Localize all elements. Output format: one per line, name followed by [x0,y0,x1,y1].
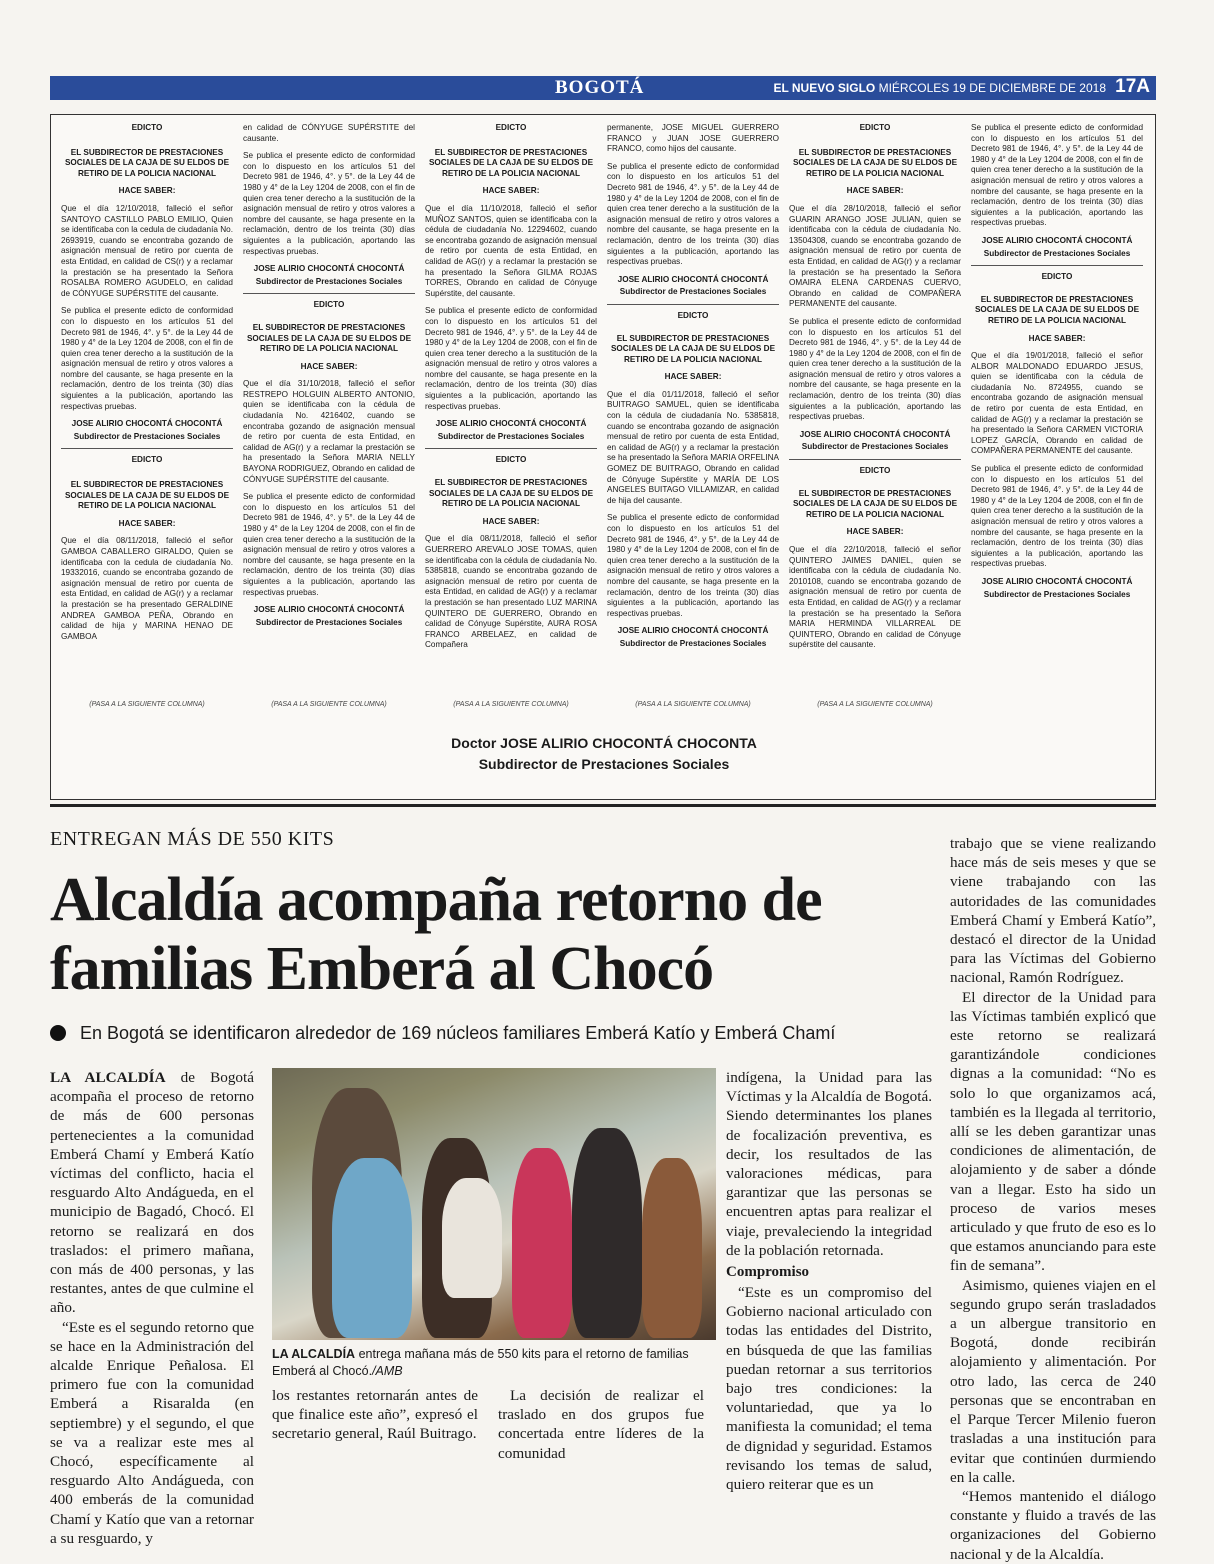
article-paragraph: “Hemos mantenido el diálogo constante y fluido a través de las organizaciones del Gobierno nacional y de la Alcaldía. [950,1487,1156,1563]
edict-hace-saber: HACE SABER: [300,361,358,371]
edict-hace-saber: HACE SABER: [482,516,540,526]
article-paragraph: “Este es el segundo retorno que se hace en la Administración del alcalde Enrique Peñalosa. El primero fue con la comunidad Emberá a Risaralda (en septiembre) y el segundo, el que se va a realizar este mes al Chocó, específicamente al resguardo Alto Andágueda, con 400 emberás de la comunidad Chamí y Katío que van a retornar a su resguardo, y [50,1318,254,1547]
edicts-box [50,114,1156,800]
edict-office: EL SUBDIRECTOR DE PRESTACIONES SOCIALES DE LA CAJA DE SU ELDOS DE RETIRO DE LA POLICIA NACIONAL [974,294,1140,325]
article-kicker: ENTREGAN MÁS DE 550 KITS [50,828,335,850]
edict-signature-role: Subdirector de Prestaciones Sociales [73,431,221,441]
edict-title: EDICTO [131,123,163,132]
article-subheadline: En Bogotá se identificaron alrededor de 169 núcleos familiares Emberá Katío y Emberá Chamí [50,1023,930,1044]
bullet-icon [50,1025,66,1041]
edict-publication-text: Se publica el presente edicto de conformidad con lo dispuesto en los artículos 51 del Decreto 981 de 1946, 4°. y 5°. de la Ley 44 de 1980 y 4° de la Ley 1204 de 2008, con el fin de quien crea tener derecho a la sustitución de la asignación mensual de retiro y otros valores a nombre del causante, se haga presente en la reclamación, dentro de los treinta (30) días siguientes a la publicación, aportando las respectivas pruebas. [789,316,961,422]
edict-publication-text: Se publica el presente edicto de conformidad con lo dispuesto en los artículos 51 del Decreto 981 de 1946, 4°. y 5°. de la Ley 44 de 1980 y 4° de la Ley 1204 de 2008, con el fin de quien crea tener derecho a la sustitución de la asignación mensual de retiro y otros valores a nombre del causante, se haga presente en la reclamación, dentro de los treinta (30) días siguientes a la publicación, aportando las respectivas pruebas. [971,123,1143,228]
edict-signature-role: Subdirector de Prestaciones Sociales [801,442,949,452]
article-photo [272,1068,716,1340]
final-signature-role: Subdirector de Prestaciones Sociales [478,756,730,772]
divider [425,448,597,449]
edict-signature-name: JOSE ALIRIO CHOCONTÁ CHOCONTÁ [981,576,1133,586]
edict-publication-text: Se publica el presente edicto de conformidad con lo dispuesto en los artículos 51 del Decreto 981 de 1946, 4°. y 5°. de la Ley 44 de 1980 y 4° de la Ley 1204 de 2008, con el fin de quien crea tener derecho a la sustitución de la asignación mensual de retiro y otros valores a nombre del causante, se haga presente en la reclamación, dentro de los treinta (30) días siguientes a la publicación, aportando las respectivas pruebas. [971,464,1143,569]
edict-body: Que el día 28/10/2018, falleció el señor GUARIN ARANGO JOSE JULIAN, quien se identificaba con la cédula de ciudadanía No. 13504308, cuando se encontraba gozando de asignación mensual de retiro por cuenta de esta Entidad, en calidad de AG(r) y a reclamar la prestación se ha presentado la Señora OMAIRA ELENA CARDENAS CUERVO, Obrando en calidad de COMPAÑERA PERMANENTE del causante. [789,203,961,309]
edict-signature-role: Subdirector de Prestaciones Sociales [255,617,403,627]
divider [971,265,1143,266]
article-paragraph: LA ALCALDÍA de Bogotá acompaña el proceso de retorno de más de 600 personas pertenecientes a la comunidad Emberá Chamí y Emberá Katío víctimas del conflicto, hacia el resguardo Alto Andágueda, en el municipio de Bagadó, Chocó. El retorno se realizará en dos traslados: el primero mañana, con más de 400 personas, y las restantes, antes de que culmine el año. [50,1069,254,1317]
edict-body: Que el día 19/01/2018, falleció el señor ALBOR MALDONADO EDUARDO JESUS, quien se identificaba con la cédula de ciudadanía No. 8724955, cuando se encontraba gozando de asignación mensual de retiro por cuenta de esta Entidad, en calidad de AG(r) y a reclamar la prestación se ha presentado la Señora CARMEN VICTORIA LOPEZ GARCÍA, Obrando en calidad de COMPAÑERA PERMANENTE del causante. [971,351,1143,456]
edict-title: EDICTO [859,466,891,476]
divider [61,448,233,449]
edict-column-4 [607,123,779,650]
article-paragraph: La decisión de realizar el traslado en dos grupos fue concertada entre líderes de la comunidad [498,1387,704,1462]
edict-hace-saber: HACE SABER: [664,372,722,382]
page-number: 17A [1115,76,1150,97]
edict-column-2 [243,123,415,628]
edict-signature-name: JOSE ALIRIO CHOCONTÁ CHOCONTÁ [617,626,769,636]
article-column-4 [726,1068,932,1494]
edict-publication-text: Se publica el presente edicto de conformidad con lo dispuesto en los artículos 51 del Decreto 981 de 1946, 4°. y 5°. de la Ley 44 de 1980 y 4° de la Ley 1204 de 2008, con el fin de quien crea tener derecho a la sustitución de la asignación mensual de retiro y otros valores a nombre del causante, se haga presente en la reclamación, dentro de los treinta (30) días siguientes a la publicación, aportando las respectivas pruebas. [61,306,233,411]
edict-hace-saber: HACE SABER: [1028,333,1086,343]
edict-title: EDICTO [1041,272,1073,282]
divider [607,304,779,305]
edict-body: Que el día 01/11/2018, falleció el señor BUITRAGO SAMUEL, quien se identificaba con la cédula de ciudadanía No. 5385818, cuando se encontraba gozando de asignación mensual de retiro por cuenta de esta Entidad, en calidad de AG(r) y a reclamar la prestación se ha presentado la Señora MARIA ORFELINA GOMEZ DE BUITRAGO, Obrando en calidad de Cónyuge Supérstite y MARÍA DE LOS ANGELES BUITAGO VILLAMIZAR, en calidad de hija del causante. [607,389,779,505]
edict-publication-text: Se publica el presente edicto de conformidad con lo dispuesto en los artículos 51 del Decreto 981 de 1946, 4°. y 5°. de la Ley 44 de 1980 y 4° de la Ley 1204 de 2008, con el fin de quien crea tener derecho a la sustitución de la asignación mensual de retiro y otros valores a nombre del causante, se haga presente en la reclamación, dentro de los treinta (30) días siguientes a la publicación, aportando las respectivas pruebas. [425,306,597,411]
article-column-5 [950,834,1156,1564]
edict-title: EDICTO [131,455,163,465]
final-signature-name: Doctor JOSE ALIRIO CHOCONTÁ CHOCONTA [451,735,757,751]
edict-office: EL SUBDIRECTOR DE PRESTACIONES SOCIALES DE LA CAJA DE SU ELDOS DE RETIRO DE LA POLICIA NACIONAL [792,488,958,519]
edict-publication-text: Se publica el presente edicto de conformidad con lo dispuesto en los artículos 51 del Decreto 981 de 1946, 4°. y 5°. de la Ley 44 de 1980 y 4° de la Ley 1204 de 2008, con el fin de quien crea tener derecho a la sustitución de la asignación mensual de retiro y otros valores a nombre del causante, se haga presente en la reclamación, dentro de los treinta (30) días siguientes a la publicación, aportando las respectivas pruebas. [243,492,415,597]
edict-body: Que el día 12/10/2018, falleció el señor SANTOYO CASTILLO PABLO EMILIO, Quien se identificaba con la cedula de ciudadanía No. 2693919, cuando se encontraba gozando de asignación mensual de retiro por cuenta de esta Entidad, en calidad de CS(r) y a reclamar la prestación se ha presentado la Señora ROSALBA ROMERO AGUDELO, en calidad de CÓNYUGE SUPÉRSTITE del causante. [61,203,233,298]
article-paragraph: El director de la Unidad para las Víctimas también explicó que este retorno se realizará garantizándole condiciones dignas a la comunidad: “No es solo lo que organizamos acá, también es la llegada al territorio, allí se les deben garantizar unas condiciones de alimentación, de alojamiento y de saber a dónde van a llegar. Esto ha sido un proceso de varios meses articulado y que fruto de eso es lo que estamos anunciando para este fin de semana”. [950,988,1156,1275]
continued-note: (PASA A LA SIGUIENTE COLUMNA) [271,701,387,708]
edict-office: EL SUBDIRECTOR DE PRESTACIONES SOCIALES DE LA CAJA DE SU ELDOS DE RETIRO DE LA POLICIA NACIONAL [792,147,958,178]
edict-signature-role: Subdirector de Prestaciones Sociales [983,589,1131,599]
edict-office: EL SUBDIRECTOR DE PRESTACIONES SOCIALES DE LA CAJA DE SU ELDOS DE RETIRO DE LA POLICIA NACIONAL [428,478,594,509]
continued-note: (PASA A LA SIGUIENTE COLUMNA) [453,701,569,708]
divider [789,459,961,460]
edict-column-5 [789,123,961,658]
edict-publication-text: Se publica el presente edicto de conformidad con lo dispuesto en los artículos 51 del Decreto 981 de 1946, 4°. y 5°. de la Ley 44 de 1980 y 4° de la Ley 1204 de 2008, con el fin de quien crea tener derecho a la sustitución de la asignación mensual de retiro y otros valores a nombre del causante, se haga presente en la reclamación, dentro de los treinta (30) días siguientes a la publicación, aportando las respectivas pruebas. [243,151,415,256]
edict-signature-name: JOSE ALIRIO CHOCONTÁ CHOCONTÁ [981,235,1133,245]
edict-signature-name: JOSE ALIRIO CHOCONTÁ CHOCONTÁ [435,419,587,429]
edict-office: EL SUBDIRECTOR DE PRESTACIONES SOCIALES DE LA CAJA DE SU ELDOS DE RETIRO DE LA POLICIA NACIONAL [64,147,230,178]
final-signature [51,733,1157,775]
edict-office: EL SUBDIRECTOR DE PRESTACIONES SOCIALES DE LA CAJA DE SU ELDOS DE RETIRO DE LA POLICIA NACIONAL [428,147,594,178]
edict-body: Que el día 08/11/2018, falleció el señor GAMBOA CABALLERO GIRALDO, Quien se identificaba con la cedula de ciudadanía No. 19332016, cuando se encontraba gozando de asignación mensual de retiro por cuenta de esta Entidad, en calidad de AG(r) y a reclamar la prestación se ha presentado GERALDINE ANDREA GAMBOA PEÑA, Obrando en calidad de hija y MARINA HENAO DE GAMBOA [61,536,233,641]
article-paragraph: indígena, la Unidad para las Víctimas y la Alcaldía de Bogotá. Siendo determinantes los planes de focalización preventiva, es decir, los resultados de las valoraciones médicas, para garantizar que las personas se encuentren aptas para realizar el viaje, prevaleciendo la integridad de la población retornada. [726,1069,932,1259]
edict-body: Que el día 11/10/2018, falleció el señor MUÑOZ SANTOS, quien se identificaba con la cédula de ciudadanía No. 12294602, cuando se encontraba gozando de asignación mensual de retiro por cuenta de esta Entidad, en calidad de AG(r) y a reclamar la prestación se ha presentado la Señora GILMA ROJAS TORRES, Obrando en calidad de Cónyuge Supérstite, del causante. [425,203,597,298]
edict-title: EDICTO [677,310,709,320]
edict-body: Que el día 08/11/2018, falleció el señor GUERRERO AREVALO JOSE TOMAS, quien se identificaba con la cédula de ciudadanía No. 5385818, cuando se encontraba gozando de asignación mensual de retiro por cuenta de esta Entidad, en calidad de AG(r) y a reclamar la prestación se han presentado LUZ MARINA QUINTERO DE GUERRERO, Obrando en calidad de Cónyuge Supérstite, AURA ROSA FRANCO ARBELAEZ, en calidad de Compañera [425,534,597,650]
edict-signature-role: Subdirector de Prestaciones Sociales [619,638,767,648]
page-header [50,76,1156,100]
photo-caption: LA ALCALDÍA entrega mañana más de 550 kits para el retorno de familias Emberá al Chocó./AMB [272,1347,689,1378]
continued-note: (PASA A LA SIGUIENTE COLUMNA) [89,701,205,708]
publication-date: EL NUEVO SIGLO MIÉRCOLES 19 DE DICIEMBRE DE 2018 [773,81,1106,95]
edict-signature-name: JOSE ALIRIO CHOCONTÁ CHOCONTÁ [617,274,769,284]
edict-column-3 [425,123,597,658]
edict-title: EDICTO [495,455,527,465]
divider [243,293,415,294]
article-subhead: Compromiso [726,1264,810,1281]
article-paragraph: “Este es un compromiso del Gobierno nacional articulado con todas las entidades del Distrito, en búsqueda de que las familias puedan retornar a sus territorios bajo tres condiciones: la voluntariedad, que ya lo manifiesta la comunidad; el tema de dignidad y seguridad. Estamos revisando los temas de salud, quiero reiterar que es un [726,1284,932,1494]
article-column-2 [272,1386,478,1444]
continued-note: (PASA A LA SIGUIENTE COLUMNA) [635,701,751,708]
edict-body: en calidad de CÓNYUGE SUPÉRSTITE del causante. [243,123,415,143]
edict-title: EDICTO [495,123,527,132]
edict-signature-role: Subdirector de Prestaciones Sociales [255,276,403,286]
edict-title: EDICTO [313,300,345,310]
edict-publication-text: Se publica el presente edicto de conformidad con lo dispuesto en los artículos 51 del Decreto 981 de 1946, 4°. y 5°. de la Ley 44 de 1980 y 4° de la Ley 1204 de 2008, con el fin de quien crea tener derecho a la sustitución de la asignación mensual de retiro y otros valores a nombre del causante, se haga presente en la reclamación, dentro de los treinta (30) días siguientes a la publicación, aportando las respectivas pruebas. [607,513,779,618]
edict-body: permanente, JOSE MIGUEL GUERRERO FRANCO y JUAN JOSE GUERRERO FRANCO, como hijos del causante. [607,123,779,154]
edict-hace-saber: HACE SABER: [118,186,176,196]
article-column-3 [498,1386,704,1463]
edict-hace-saber: HACE SABER: [482,186,540,196]
edict-hace-saber: HACE SABER: [118,518,176,528]
edict-signature-name: JOSE ALIRIO CHOCONTÁ CHOCONTÁ [253,605,405,615]
article-paragraph: Asimismo, quienes viajen en el segundo grupo serán trasladados a un albergue transitorio en Bogotá, donde recibirán alojamiento y alimentación. Por otro lado, las cerca de 240 personas que se encontraban en el Parque Tercer Milenio fueron trasladas a una institución para evitar que continúen durmiendo en la calle. [950,1276,1156,1486]
edict-office: EL SUBDIRECTOR DE PRESTACIONES SOCIALES DE LA CAJA DE SU ELDOS DE RETIRO DE LA POLICIA NACIONAL [246,322,412,354]
edict-title: EDICTO [859,123,891,132]
article-headline: Alcaldía acompaña retorno de familias Emberá al Chocó [50,866,822,1003]
edict-hace-saber: HACE SABER: [846,186,904,196]
article-paragraph: trabajo que se viene realizando hace más de seis meses y que se viene trabajando con las autoridades de las comunidades Emberá Chamí y Emberá Katío”, destacó el director de la Unidad para las Víctimas del Gobierno nacional, Ramón Rodríguez. [950,835,1156,987]
edict-office: EL SUBDIRECTOR DE PRESTACIONES SOCIALES DE LA CAJA DE SU ELDOS DE RETIRO DE LA POLICIA NACIONAL [64,480,230,511]
edict-office: EL SUBDIRECTOR DE PRESTACIONES SOCIALES DE LA CAJA DE SU ELDOS DE RETIRO DE LA POLICIA NACIONAL [610,333,776,364]
edict-hace-saber: HACE SABER: [846,527,904,537]
edict-body: Que el día 22/10/2018, falleció el señor QUINTERO JAIMES DANIEL, quien se identificaba con la cédula de ciudadanía No. 2010108, cuando se encontraba gozando de asignación mensual de retiro por cuenta de esta Entidad, en calidad de AG(r) y a reclamar la prestación se ha presentado la Señora MARIA HERMINDA VILLARREAL DE QUINTERO, Obrando en calidad de Cónyuge supérstite del causante. [789,545,961,650]
edict-signature-role: Subdirector de Prestaciones Sociales [983,248,1131,258]
continued-note: (PASA A LA SIGUIENTE COLUMNA) [817,701,933,708]
article-column-1 [50,1068,254,1548]
edict-signature-name: JOSE ALIRIO CHOCONTÁ CHOCONTÁ [71,419,223,429]
edict-signature-role: Subdirector de Prestaciones Sociales [619,287,767,297]
edict-body: Que el día 31/10/2018, falleció el señor RESTREPO HOLGUIN ALBERTO ANTONIO, quien se identificaba con la cédula de ciudadanía No. 4216402, cuando se encontraba gozando de asignación mensual de retiro por cuenta de esta Entidad, en calidad de AG(r) y a reclamar la prestación se ha presentado la Señora MARIA NELLY BAYONA RODRIGUEZ, Obrando en calidad de CÓNYUGE SUPÉRSTITE del causante. [243,379,415,484]
edict-column-1 [61,123,233,649]
section-divider [50,804,1156,807]
edict-signature-name: JOSE ALIRIO CHOCONTÁ CHOCONTÁ [799,429,951,439]
article-paragraph: los restantes retornarán antes de que finalice este año”, expresó el secretario general, Raúl Buitrago. [272,1387,478,1443]
edict-column-6 [971,123,1143,600]
section-name: BOGOTÁ [555,77,645,98]
edict-signature-name: JOSE ALIRIO CHOCONTÁ CHOCONTÁ [253,264,405,274]
edict-publication-text: Se publica el presente edicto de conformidad con lo dispuesto en los artículos 51 del Decreto 981 de 1946, 4°. y 5°. de la Ley 44 de 1980 y 4° de la Ley 1204 de 2008, con el fin de quien crea tener derecho a la sustitución de la asignación mensual de retiro y otros valores a nombre del causante, se haga presente en la reclamación, dentro de los treinta (30) días siguientes a la publicación, aportando las respectivas pruebas. [607,161,779,267]
edict-signature-role: Subdirector de Prestaciones Sociales [437,431,585,441]
